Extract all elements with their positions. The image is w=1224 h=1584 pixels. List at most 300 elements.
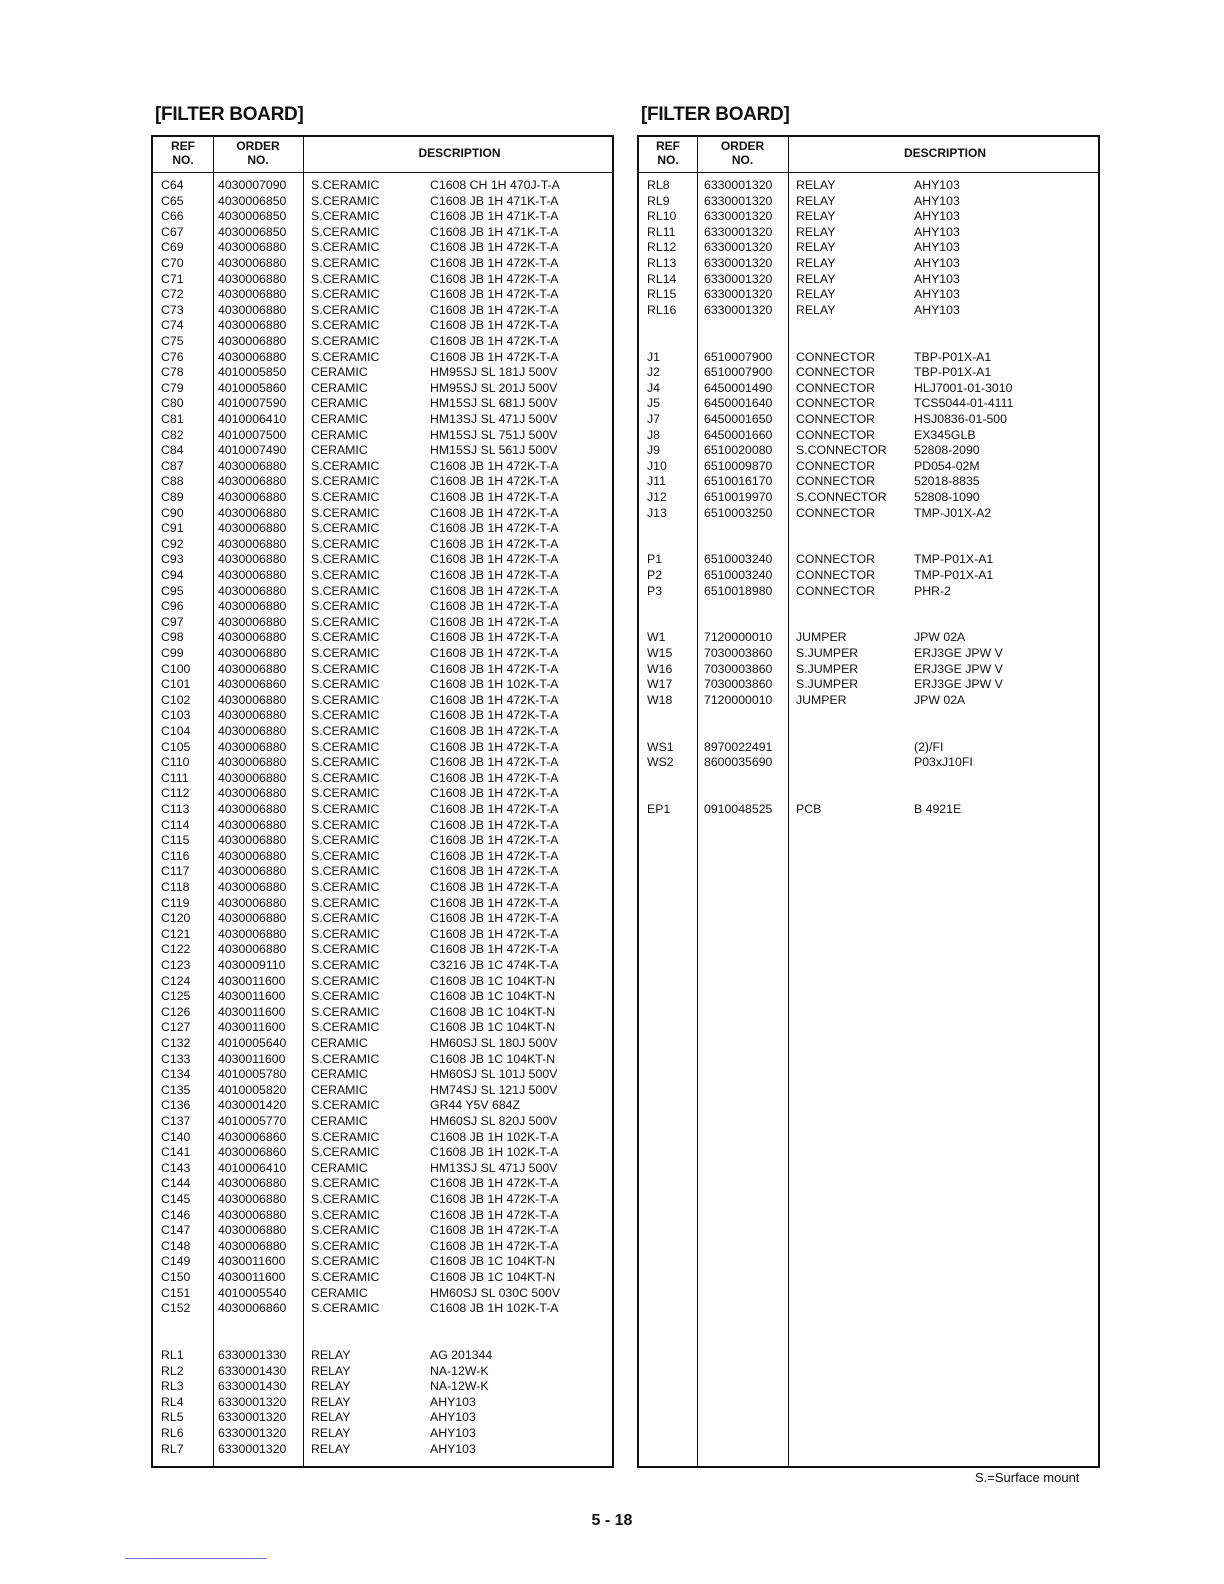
right-header-divider — [639, 172, 1098, 173]
cell-part-spec: TBP-P01X-A1 — [914, 349, 992, 364]
cell-part-spec: C1608 JB 1H 102K-T-A — [430, 1301, 559, 1316]
table-row — [639, 194, 1098, 210]
cell-ref: C115 — [161, 833, 190, 848]
table-row — [153, 584, 612, 600]
cell-ref: P1 — [647, 552, 663, 567]
cell-ref: C140 — [161, 1129, 191, 1144]
cell-ref: C111 — [161, 770, 189, 785]
cell-part-type: S.CERAMIC — [311, 1223, 380, 1238]
cell-part-type: S.CERAMIC — [311, 864, 380, 879]
cell-order-no: 4030006880 — [218, 552, 287, 567]
cell-part-spec: C1608 JB 1H 472K-T-A — [430, 1207, 559, 1222]
cell-order-no: 4010007500 — [218, 427, 287, 442]
cell-order-no: 6510019970 — [704, 490, 773, 504]
cell-part-type: S.CERAMIC — [311, 926, 380, 941]
cell-ref: C103 — [161, 708, 191, 723]
cell-ref: C116 — [161, 848, 190, 863]
cell-ref: W17 — [647, 677, 673, 692]
table-row — [639, 630, 1098, 646]
table-row — [153, 1161, 612, 1177]
table-row — [639, 209, 1098, 225]
cell-part-spec: ERJ3GE JPW V — [914, 646, 1003, 660]
cell-part-spec: C1608 JB 1H 102K-T-A — [430, 1129, 559, 1144]
cell-order-no: 4030006880 — [218, 536, 287, 551]
cell-ref: C65 — [161, 193, 184, 208]
cell-order-no: 4030006880 — [218, 724, 287, 738]
cell-part-spec: C1608 JB 1H 472K-T-A — [430, 256, 559, 270]
cell-order-no: 4030006880 — [218, 1176, 287, 1191]
cell-ref: EP1 — [647, 802, 671, 816]
cell-order-no: 4010005540 — [218, 1285, 287, 1300]
cell-part-type: S.CERAMIC — [311, 583, 380, 598]
cell-part-type: CONNECTOR — [796, 552, 876, 567]
cell-ref: RL3 — [161, 1379, 184, 1394]
cell-part-spec: C1608 JB 1H 472K-T-A — [430, 895, 559, 910]
cell-ref: C133 — [161, 1051, 191, 1066]
cell-order-no: 6510009870 — [704, 458, 773, 473]
cell-part-spec: 52018-8835 — [914, 474, 980, 489]
cell-part-spec: C1608 JB 1H 472K-T-A — [430, 724, 559, 738]
table-row — [153, 1176, 612, 1192]
table-row — [153, 911, 612, 927]
cell-ref: J13 — [647, 505, 667, 520]
cell-order-no: 4010005780 — [218, 1067, 287, 1082]
cell-order-no: 6330001320 — [218, 1394, 287, 1409]
cell-order-no: 4030006880 — [218, 318, 287, 333]
cell-ref: W18 — [647, 692, 673, 707]
cell-part-spec: 52808-1090 — [914, 490, 980, 504]
cell-order-no: 4030006880 — [218, 817, 287, 832]
cell-order-no: 7030003860 — [704, 646, 773, 660]
table-row — [153, 1083, 612, 1099]
right-header-order: ORDER NO. — [720, 139, 765, 167]
cell-ref: C127 — [161, 1020, 191, 1035]
cell-part-spec: C1608 JB 1H 472K-T-A — [430, 646, 559, 660]
cell-part-spec: C1608 JB 1H 472K-T-A — [430, 458, 559, 473]
cell-part-spec: AG 201344 — [430, 1348, 493, 1362]
cell-order-no: 7030003860 — [704, 677, 773, 692]
cell-order-no: 4030006850 — [218, 224, 287, 239]
cell-part-spec: EX345GLB — [914, 427, 976, 442]
cell-ref: C97 — [161, 614, 184, 629]
cell-part-spec: AHY103 — [914, 224, 960, 239]
cell-ref: C118 — [161, 880, 190, 894]
cell-part-type: S.CERAMIC — [311, 474, 380, 489]
cell-ref: J7 — [647, 412, 660, 426]
cell-part-type: S.CERAMIC — [311, 692, 380, 707]
cell-ref: C134 — [161, 1067, 191, 1082]
cell-order-no: 6330001320 — [704, 302, 773, 317]
cell-ref: C114 — [161, 817, 190, 832]
cell-part-spec: PHR-2 — [914, 583, 951, 598]
cell-order-no: 4010005640 — [218, 1036, 287, 1050]
cell-order-no: 4030006880 — [218, 490, 287, 504]
cell-order-no: 4030006880 — [218, 583, 287, 598]
cell-order-no: 6330001320 — [704, 256, 773, 270]
cell-order-no: 6510007900 — [704, 349, 773, 364]
cell-part-spec: NA-12W-K — [430, 1363, 489, 1378]
cell-part-spec: HM15SJ SL 561J 500V — [430, 443, 558, 458]
cell-part-type: CONNECTOR — [796, 568, 876, 582]
cell-part-spec: ERJ3GE JPW V — [914, 677, 1003, 692]
cell-part-spec: C1608 JB 1H 472K-T-A — [430, 833, 559, 848]
cell-ref: C148 — [161, 1238, 191, 1253]
table-row — [153, 1223, 612, 1239]
table-row — [153, 1145, 612, 1161]
cell-order-no: 4030006880 — [218, 708, 287, 723]
cell-order-no: 4030006880 — [218, 848, 287, 863]
cell-part-type: CONNECTOR — [796, 380, 876, 395]
cell-ref: C123 — [161, 958, 191, 972]
footer-rule — [125, 1558, 267, 1559]
cell-part-type: S.CERAMIC — [311, 848, 380, 863]
cell-part-spec: C1608 JB 1H 472K-T-A — [430, 474, 559, 489]
cell-ref: WS2 — [647, 755, 674, 770]
cell-part-type: S.CERAMIC — [311, 349, 380, 364]
table-row — [153, 1067, 612, 1083]
table-row — [153, 552, 612, 568]
table-row — [639, 506, 1098, 522]
cell-part-type: S.CERAMIC — [311, 1145, 380, 1160]
cell-part-type: CERAMIC — [311, 1285, 368, 1300]
cell-part-type: S.CERAMIC — [311, 958, 380, 972]
cell-part-type: S.CERAMIC — [311, 1129, 380, 1144]
cell-part-type: CERAMIC — [311, 1082, 368, 1097]
table-row — [153, 1005, 612, 1021]
cell-part-type: S.CERAMIC — [311, 271, 380, 286]
table-row — [153, 334, 612, 350]
cell-ref: C113 — [161, 802, 190, 816]
table-row — [639, 225, 1098, 241]
cell-part-type: CONNECTOR — [796, 349, 876, 364]
cell-ref: J8 — [647, 427, 660, 442]
cell-part-type: S.CERAMIC — [311, 1207, 380, 1222]
cell-order-no: 6510016170 — [704, 474, 773, 489]
cell-order-no: 4030006880 — [218, 349, 287, 364]
cell-order-no: 4030006880 — [218, 302, 287, 317]
cell-part-type: S.CERAMIC — [311, 973, 380, 988]
table-row — [153, 599, 612, 615]
cell-order-no: 4030006880 — [218, 271, 287, 286]
cell-order-no: 6450001640 — [704, 396, 773, 411]
cell-part-type: S.CERAMIC — [311, 942, 380, 957]
cell-part-spec: C1608 JB 1H 472K-T-A — [430, 490, 559, 504]
cell-order-no: 6330001320 — [218, 1410, 287, 1425]
cell-ref: C152 — [161, 1301, 191, 1316]
cell-ref: WS1 — [647, 739, 674, 754]
cell-order-no: 4010005850 — [218, 365, 287, 380]
cell-order-no: 6330001430 — [218, 1379, 287, 1394]
cell-part-type: S.JUMPER — [796, 661, 859, 676]
cell-part-spec: C1608 JB 1H 472K-T-A — [430, 1176, 559, 1191]
cell-ref: RL1 — [161, 1348, 184, 1362]
cell-ref: C126 — [161, 1004, 191, 1019]
cell-ref: C98 — [161, 630, 184, 645]
cell-part-type: S.CERAMIC — [311, 770, 380, 785]
cell-order-no: 4030006860 — [218, 1129, 287, 1144]
table-row — [153, 1130, 612, 1146]
cell-ref: C66 — [161, 209, 184, 224]
cell-part-type: CERAMIC — [311, 1160, 368, 1175]
cell-part-spec: AHY103 — [914, 193, 960, 208]
cell-part-spec: C1608 JB 1H 472K-T-A — [430, 880, 559, 894]
cell-order-no: 4030006880 — [218, 1238, 287, 1253]
cell-ref: C94 — [161, 568, 184, 582]
cell-part-type: S.CERAMIC — [311, 630, 380, 645]
cell-part-spec: C1608 JB 1H 472K-T-A — [430, 630, 559, 645]
cell-order-no: 4010006410 — [218, 412, 287, 426]
table-row — [153, 1395, 612, 1411]
cell-order-no: 4030006880 — [218, 614, 287, 629]
cell-ref: C122 — [161, 942, 191, 957]
cell-ref: C76 — [161, 349, 184, 364]
cell-order-no: 4010006410 — [218, 1160, 287, 1175]
cell-ref: C112 — [161, 786, 190, 801]
cell-part-type: S.CERAMIC — [311, 318, 380, 333]
table-row — [639, 428, 1098, 444]
cell-order-no: 4030006880 — [218, 630, 287, 645]
table-row — [153, 1254, 612, 1270]
cell-part-spec: AHY103 — [430, 1441, 476, 1456]
cell-part-type: S.CERAMIC — [311, 786, 380, 801]
cell-order-no: 4030006880 — [218, 240, 287, 255]
cell-part-spec: C1608 CH 1H 470J-T-A — [430, 178, 560, 192]
cell-ref: RL7 — [161, 1441, 184, 1456]
cell-part-spec: C1608 JB 1H 472K-T-A — [430, 318, 559, 333]
table-row — [153, 802, 612, 818]
cell-part-spec: C1608 JB 1H 472K-T-A — [430, 708, 559, 723]
table-row — [153, 1114, 612, 1130]
table-row — [153, 1364, 612, 1380]
cell-ref: RL11 — [647, 224, 676, 239]
cell-part-spec: JPW 02A — [914, 692, 966, 707]
cell-ref: C74 — [161, 318, 184, 333]
cell-part-type: RELAY — [311, 1410, 351, 1425]
table-row — [639, 303, 1098, 319]
cell-part-type: S.CERAMIC — [311, 989, 380, 1004]
cell-part-spec: (2)/FI — [914, 739, 944, 754]
table-row — [639, 552, 1098, 568]
table-row — [153, 989, 612, 1005]
table-row — [153, 490, 612, 506]
cell-part-type: S.CERAMIC — [311, 1270, 380, 1284]
table-row — [153, 1208, 612, 1224]
cell-order-no: 4030006880 — [218, 786, 287, 801]
right-table-title: [FILTER BOARD] — [641, 104, 790, 125]
cell-order-no: 4030009110 — [218, 958, 286, 972]
cell-part-spec: C1608 JB 1H 472K-T-A — [430, 302, 559, 317]
left-table-title: [FILTER BOARD] — [155, 104, 304, 125]
cell-part-type: S.CERAMIC — [311, 178, 380, 192]
table-row — [153, 350, 612, 366]
cell-ref: C87 — [161, 458, 184, 473]
cell-ref: RL5 — [161, 1410, 184, 1425]
cell-ref: C99 — [161, 646, 184, 660]
table-row — [153, 396, 612, 412]
cell-part-type: S.CERAMIC — [311, 287, 380, 302]
cell-order-no: 6510003240 — [704, 552, 773, 567]
table-row — [153, 225, 612, 241]
cell-part-type: S.CERAMIC — [311, 661, 380, 676]
cell-part-spec: C1608 JB 1H 472K-T-A — [430, 786, 559, 801]
cell-part-type: CONNECTOR — [796, 412, 876, 426]
cell-order-no: 4030006880 — [218, 474, 287, 489]
cell-ref: C137 — [161, 1114, 191, 1128]
cell-part-type: S.CERAMIC — [311, 505, 380, 520]
cell-part-spec: C1608 JB 1H 471K-T-A — [430, 193, 559, 208]
table-row — [153, 818, 612, 834]
table-row — [639, 459, 1098, 475]
cell-ref: RL13 — [647, 256, 677, 270]
cell-order-no: 6330001320 — [704, 240, 773, 255]
cell-part-type: S.JUMPER — [796, 677, 859, 692]
cell-part-type: CERAMIC — [311, 427, 368, 442]
cell-part-spec: TMP-P01X-A1 — [914, 568, 994, 582]
cell-ref: W1 — [647, 630, 666, 645]
cell-part-spec: AHY103 — [430, 1394, 476, 1409]
cell-order-no: 4030006880 — [218, 458, 287, 473]
cell-part-type: S.CERAMIC — [311, 490, 380, 504]
cell-order-no: 4030011600 — [218, 989, 286, 1004]
cell-order-no: 6510003240 — [704, 568, 773, 582]
cell-part-spec: TMP-P01X-A1 — [914, 552, 994, 567]
cell-part-type: JUMPER — [796, 692, 847, 707]
table-row — [639, 365, 1098, 381]
cell-order-no: 6330001320 — [218, 1441, 287, 1456]
cell-part-type: S.CERAMIC — [311, 1192, 380, 1206]
cell-ref: RL2 — [161, 1363, 184, 1378]
cell-order-no: 7030003860 — [704, 661, 773, 676]
cell-part-type: CERAMIC — [311, 1114, 368, 1128]
cell-ref: C96 — [161, 599, 184, 614]
table-row — [639, 693, 1098, 709]
table-row — [153, 708, 612, 724]
cell-part-type: CONNECTOR — [796, 396, 876, 411]
cell-part-type: RELAY — [796, 302, 836, 317]
cell-part-spec: TCS5044-01-4111 — [914, 396, 1014, 411]
table-row — [153, 240, 612, 256]
cell-part-type: S.CERAMIC — [311, 1020, 380, 1035]
cell-part-type: RELAY — [311, 1379, 351, 1394]
table-row — [153, 521, 612, 537]
cell-part-type: CERAMIC — [311, 396, 368, 411]
cell-part-spec: TMP-J01X-A2 — [914, 505, 992, 520]
cell-ref: C145 — [161, 1192, 191, 1206]
table-row — [639, 584, 1098, 600]
cell-order-no: 4030006860 — [218, 1301, 287, 1316]
table-row — [639, 256, 1098, 272]
cell-order-no: 4030006880 — [218, 802, 287, 816]
cell-part-spec: C1608 JB 1H 472K-T-A — [430, 848, 559, 863]
cell-part-type: S.CERAMIC — [311, 536, 380, 551]
table-row — [153, 786, 612, 802]
cell-part-type: RELAY — [796, 256, 836, 270]
table-row — [639, 802, 1098, 818]
cell-order-no: 6510003250 — [704, 505, 773, 520]
cell-order-no: 6330001320 — [704, 209, 773, 224]
cell-ref: C101 — [161, 677, 191, 692]
cell-part-spec: ERJ3GE JPW V — [914, 661, 1003, 676]
cell-order-no: 4030011600 — [218, 1004, 286, 1019]
table-row — [153, 1286, 612, 1302]
cell-order-no: 4030006880 — [218, 521, 287, 536]
cell-ref: P2 — [647, 568, 663, 582]
cell-part-spec: C1608 JB 1H 472K-T-A — [430, 536, 559, 551]
cell-order-no: 4030006880 — [218, 739, 287, 754]
cell-part-spec: 52808-2090 — [914, 443, 980, 458]
table-row — [153, 771, 612, 787]
cell-ref: C120 — [161, 911, 191, 926]
table-row — [153, 256, 612, 272]
cell-ref: C147 — [161, 1223, 191, 1238]
cell-part-type: S.CERAMIC — [311, 833, 380, 848]
cell-part-spec: C1608 JB 1H 472K-T-A — [430, 692, 559, 707]
cell-part-type: S.CERAMIC — [311, 552, 380, 567]
cell-part-spec: C1608 JB 1C 104KT-N — [430, 1254, 556, 1269]
cell-ref: C151 — [161, 1285, 191, 1300]
cell-part-type: CERAMIC — [311, 365, 368, 380]
cell-part-spec: HM13SJ SL 471J 500V — [430, 1160, 558, 1175]
cell-order-no: 4010007590 — [218, 396, 287, 411]
cell-part-type: RELAY — [796, 224, 836, 239]
cell-part-type: S.CERAMIC — [311, 739, 380, 754]
cell-part-type: S.CERAMIC — [311, 256, 380, 270]
right-header-description: DESCRIPTION — [903, 146, 986, 160]
cell-ref: RL15 — [647, 287, 677, 302]
table-row — [639, 443, 1098, 459]
table-row — [153, 615, 612, 631]
table-row — [153, 459, 612, 475]
cell-part-type: CERAMIC — [311, 412, 368, 426]
cell-order-no: 4030006880 — [218, 880, 287, 894]
cell-part-type: S.CERAMIC — [311, 1051, 380, 1066]
cell-ref: C88 — [161, 474, 184, 489]
cell-ref: C121 — [161, 926, 191, 941]
cell-ref: J5 — [647, 396, 660, 411]
table-row — [153, 1379, 612, 1395]
table-row — [153, 755, 612, 771]
cell-order-no: 4030006860 — [218, 1145, 287, 1160]
cell-order-no: 4030007090 — [218, 178, 287, 192]
cell-part-spec: C1608 JB 1H 472K-T-A — [430, 770, 559, 785]
table-row — [639, 287, 1098, 303]
cell-part-spec: GR44 Y5V 684Z — [430, 1098, 521, 1113]
cell-ref: C70 — [161, 256, 184, 270]
table-row — [153, 568, 612, 584]
cell-part-type: S.CERAMIC — [311, 614, 380, 629]
cell-ref: C64 — [161, 178, 184, 192]
cell-order-no: 7120000010 — [704, 692, 773, 707]
cell-part-spec: PD054-02M — [914, 458, 980, 473]
table-row — [153, 974, 612, 990]
cell-part-spec: C1608 JB 1H 472K-T-A — [430, 739, 559, 754]
cell-part-type: RELAY — [311, 1348, 351, 1362]
cell-part-type: RELAY — [796, 271, 836, 286]
table-row — [639, 740, 1098, 756]
cell-order-no: 4030011600 — [218, 1270, 286, 1284]
cell-part-type: S.CERAMIC — [311, 1238, 380, 1253]
cell-part-type: CONNECTOR — [796, 365, 876, 380]
table-row — [153, 693, 612, 709]
cell-order-no: 4030006880 — [218, 1207, 287, 1222]
cell-order-no: 4030006850 — [218, 209, 287, 224]
cell-part-spec: C1608 JB 1H 472K-T-A — [430, 942, 559, 957]
cell-order-no: 0910048525 — [704, 802, 773, 816]
cell-part-type: CONNECTOR — [796, 583, 876, 598]
table-row — [153, 1270, 612, 1286]
table-row — [153, 443, 612, 459]
cell-ref: C125 — [161, 989, 191, 1004]
